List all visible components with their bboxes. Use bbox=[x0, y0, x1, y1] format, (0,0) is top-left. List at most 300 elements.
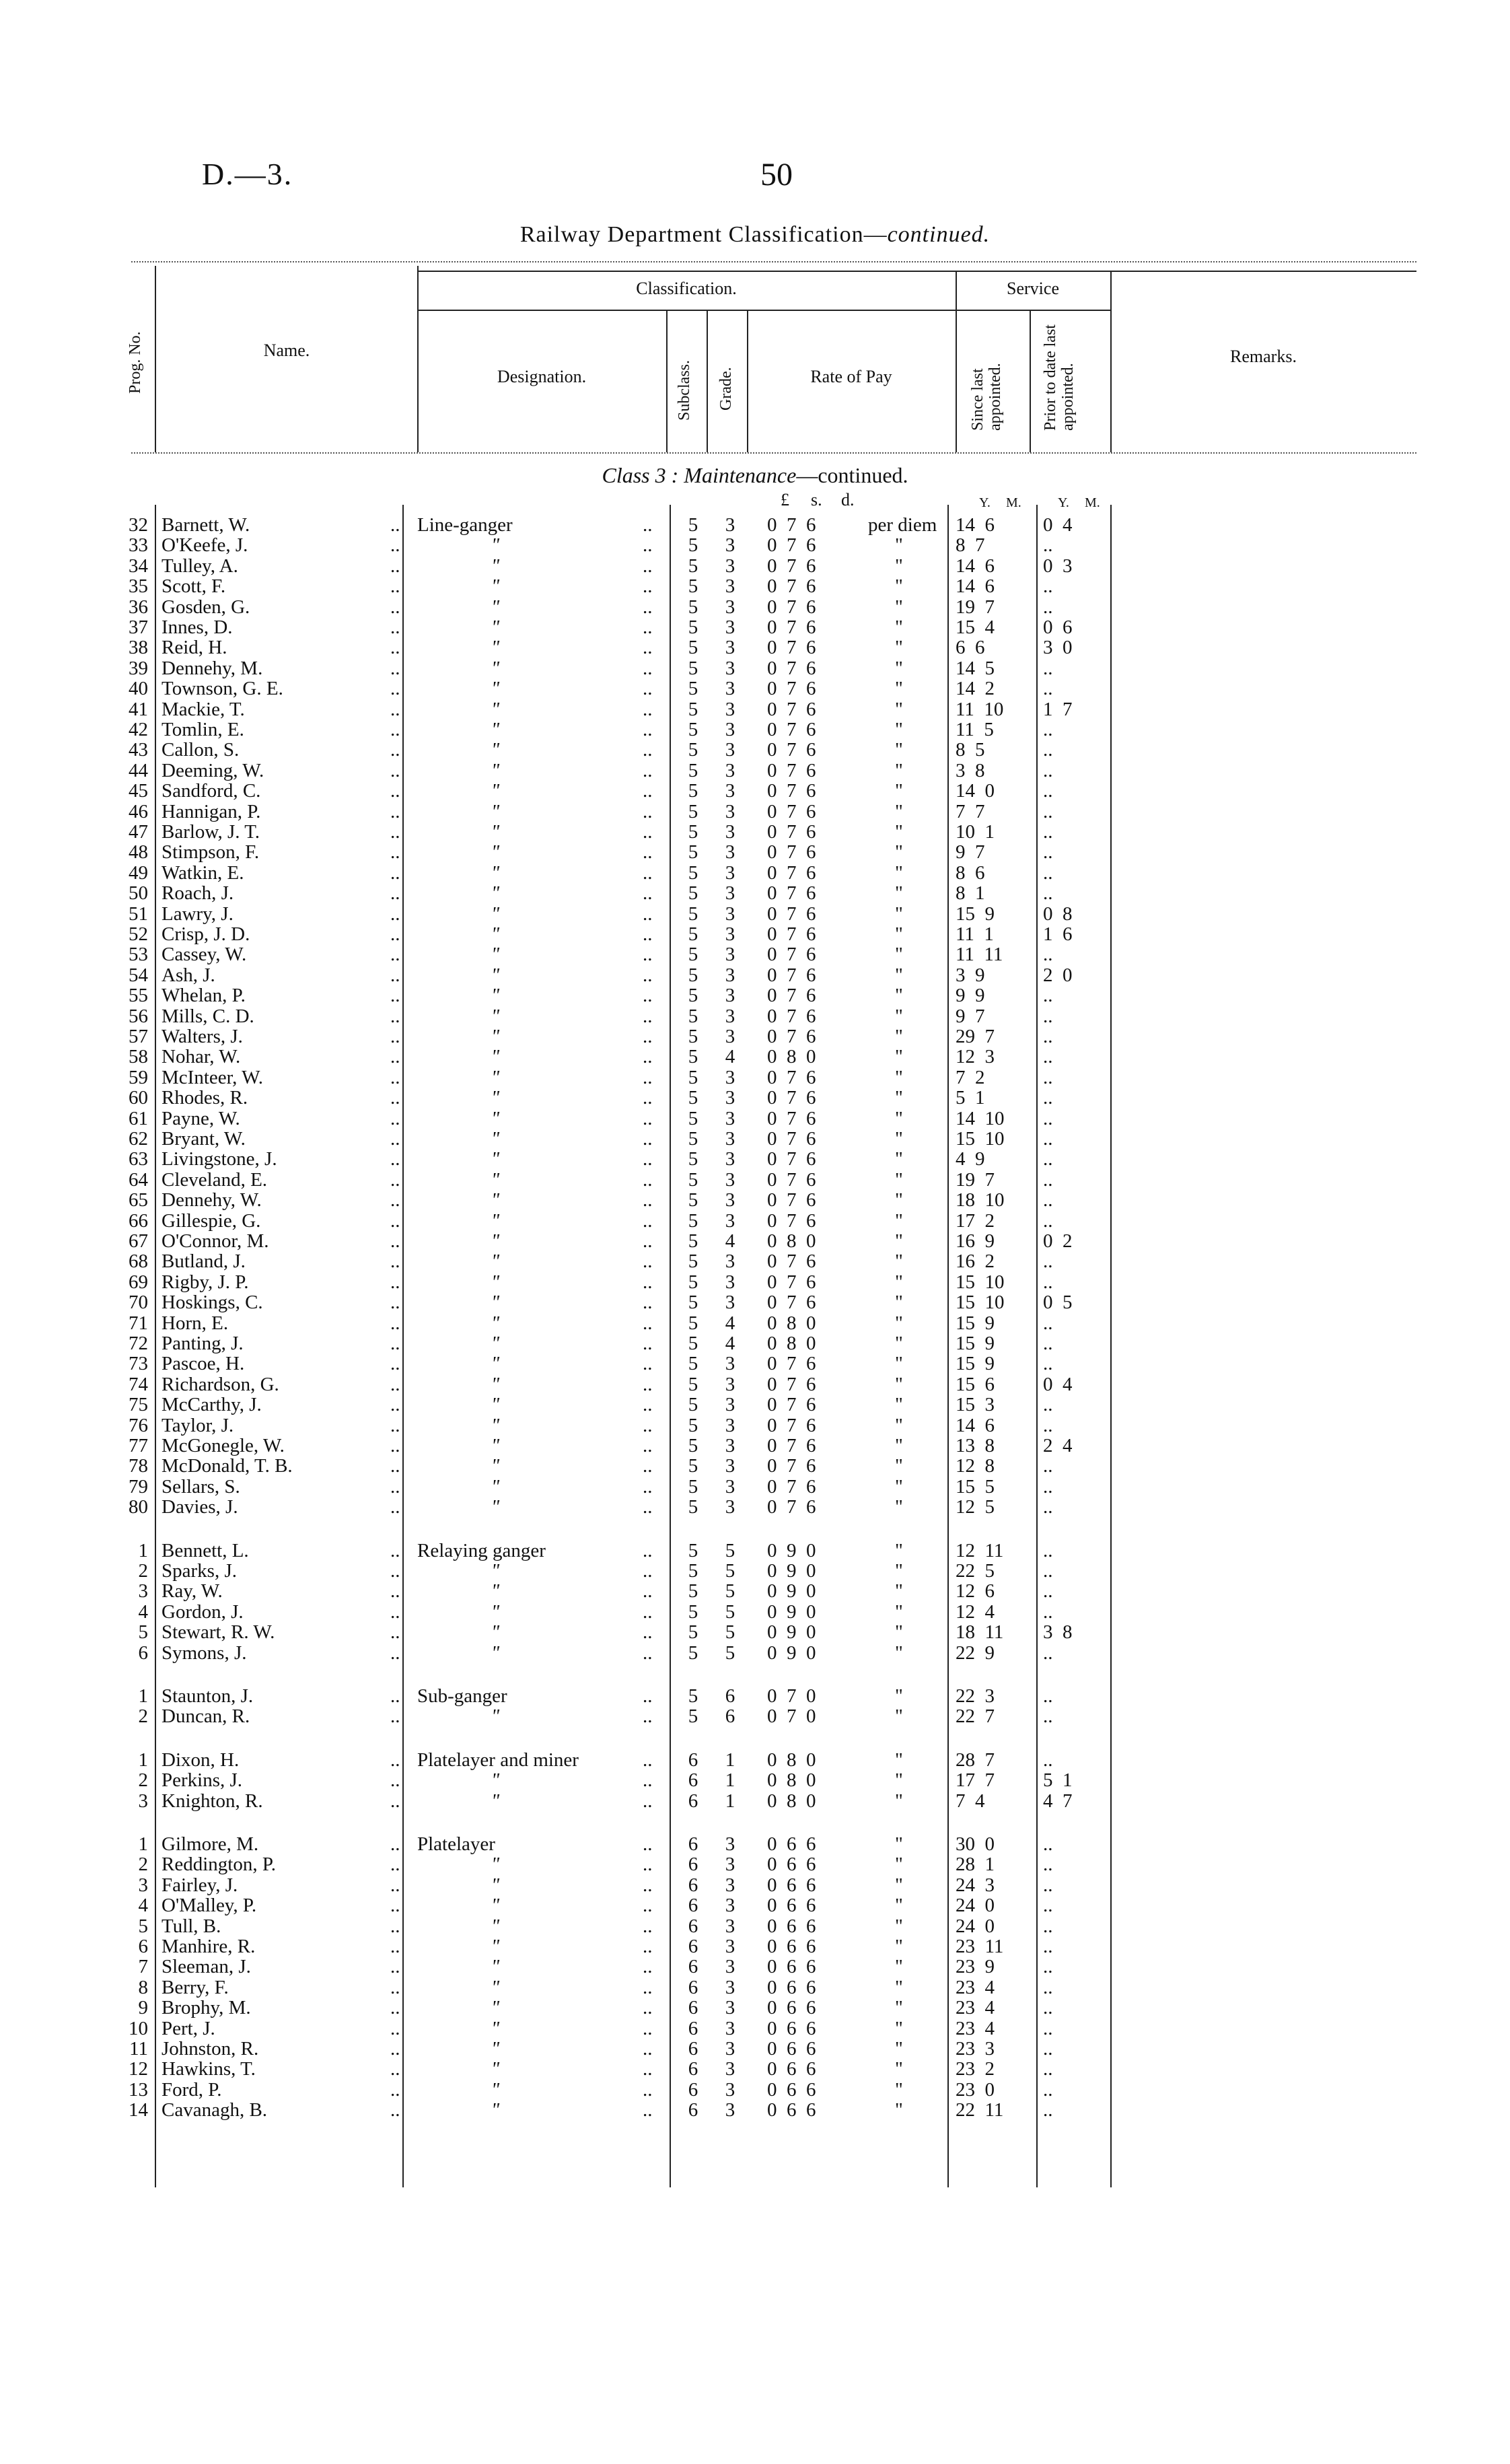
cell-service-prior: .. bbox=[1043, 2038, 1053, 2060]
cell-service-since: 23 9 bbox=[956, 1956, 995, 1977]
leader-dots: .. bbox=[643, 1833, 653, 1855]
cell-rate-period: " bbox=[895, 1026, 903, 1047]
cell-grade: 3 bbox=[725, 658, 735, 679]
cell-name: Callon, S. bbox=[161, 739, 240, 761]
cell-designation: " bbox=[491, 1067, 500, 1088]
cell-name: Whelan, P. bbox=[161, 985, 246, 1006]
cell-rate-of-pay: 0 7 6 bbox=[767, 1169, 816, 1191]
cell-service-prior: .. bbox=[1043, 1705, 1053, 1727]
cell-prog-no: 64 bbox=[129, 1169, 148, 1191]
cell-designation: Platelayer and miner bbox=[417, 1749, 579, 1771]
cell-rate-period: " bbox=[895, 1874, 903, 1896]
cell-service-since: 14 2 bbox=[956, 678, 995, 699]
cell-designation: " bbox=[491, 760, 500, 781]
cell-name: Walters, J. bbox=[161, 1026, 243, 1047]
cell-rate-period: " bbox=[895, 596, 903, 618]
cell-name: Mills, C. D. bbox=[161, 1006, 254, 1027]
leader-dots: .. bbox=[390, 1148, 400, 1170]
cell-rate-of-pay: 0 7 6 bbox=[767, 1006, 816, 1027]
cell-designation: " bbox=[491, 1210, 500, 1232]
cell-subclass: 6 bbox=[688, 1833, 698, 1855]
table-row bbox=[0, 1170, 1510, 1190]
table-row bbox=[0, 1395, 1510, 1415]
cell-service-prior: .. bbox=[1043, 1006, 1053, 1027]
cell-subclass: 6 bbox=[688, 1895, 698, 1916]
cell-service-prior: .. bbox=[1043, 534, 1053, 556]
cell-subclass: 5 bbox=[688, 1476, 698, 1498]
cell-subclass: 5 bbox=[688, 1271, 698, 1293]
table-row bbox=[0, 842, 1510, 862]
cell-service-prior: .. bbox=[1043, 1915, 1053, 1937]
cell-service-since: 8 6 bbox=[956, 862, 985, 884]
cell-service-since: 15 3 bbox=[956, 1394, 995, 1415]
cell-service-since: 3 9 bbox=[956, 964, 985, 986]
cell-grade: 3 bbox=[725, 1956, 735, 1977]
cell-prog-no: 71 bbox=[129, 1312, 148, 1334]
cell-name: McCarthy, J. bbox=[161, 1394, 262, 1415]
leader-dots: .. bbox=[643, 1333, 653, 1354]
title-text: Railway Department Classification— bbox=[519, 222, 888, 247]
cell-prog-no: 43 bbox=[129, 739, 148, 761]
cell-rate-period: " bbox=[895, 1271, 903, 1293]
cell-rate-of-pay: 0 7 6 bbox=[767, 923, 816, 945]
cell-rate-period: " bbox=[895, 1560, 903, 1582]
cell-subclass: 5 bbox=[688, 719, 698, 740]
cell-name: McDonald, T. B. bbox=[161, 1455, 293, 1477]
leader-dots: .. bbox=[390, 1854, 400, 1875]
cell-service-prior: .. bbox=[1043, 575, 1053, 597]
col-sep-4 bbox=[707, 311, 708, 452]
leader-dots: .. bbox=[390, 1997, 400, 2018]
cell-rate-of-pay: 0 7 6 bbox=[767, 1476, 816, 1498]
cell-prog-no: 8 bbox=[138, 1977, 148, 1998]
cell-service-prior: .. bbox=[1043, 1415, 1053, 1436]
cell-prog-no: 80 bbox=[129, 1496, 148, 1518]
cell-subclass: 5 bbox=[688, 1455, 698, 1477]
leader-dots: .. bbox=[390, 1435, 400, 1456]
cell-designation: " bbox=[491, 1997, 500, 2018]
document-reference: D.—3. bbox=[202, 157, 293, 191]
table-row bbox=[0, 1541, 1510, 1561]
cell-prog-no: 44 bbox=[129, 760, 148, 781]
cell-rate-period: " bbox=[895, 923, 903, 945]
page-title bbox=[0, 222, 1510, 248]
cell-subclass: 5 bbox=[688, 1128, 698, 1150]
cell-service-since: 23 3 bbox=[956, 2038, 995, 2060]
cell-rate-period: " bbox=[895, 1415, 903, 1436]
table-row bbox=[0, 1854, 1510, 1874]
leader-dots: .. bbox=[643, 1997, 653, 2018]
cell-name: Crisp, J. D. bbox=[161, 923, 250, 945]
leader-dots: .. bbox=[390, 658, 400, 679]
cell-name: Gillespie, G. bbox=[161, 1210, 261, 1232]
cell-prog-no: 48 bbox=[129, 841, 148, 863]
cell-rate-period: " bbox=[895, 1601, 903, 1623]
cell-rate-of-pay: 0 8 0 bbox=[767, 1749, 816, 1771]
leader-dots: .. bbox=[643, 1790, 653, 1812]
cell-designation: " bbox=[491, 575, 500, 597]
cell-name: Davies, J. bbox=[161, 1496, 238, 1518]
cell-grade: 3 bbox=[725, 882, 735, 904]
leader-dots: .. bbox=[643, 801, 653, 822]
leader-dots: .. bbox=[643, 1601, 653, 1623]
cell-name: Townson, G. E. bbox=[161, 678, 283, 699]
cell-service-since: 6 6 bbox=[956, 637, 985, 658]
cell-rate-period: " bbox=[895, 637, 903, 658]
table-row bbox=[0, 1231, 1510, 1251]
cell-grade: 3 bbox=[725, 1435, 735, 1456]
leader-dots: .. bbox=[390, 1705, 400, 1727]
cell-rate-of-pay: 0 8 0 bbox=[767, 1769, 816, 1791]
cell-name: Tulley, A. bbox=[161, 555, 238, 577]
cell-grade: 3 bbox=[725, 2079, 735, 2101]
cell-designation: " bbox=[491, 1621, 500, 1643]
cell-service-prior: .. bbox=[1043, 821, 1053, 843]
cell-rate-period: " bbox=[895, 882, 903, 904]
leader-dots: .. bbox=[390, 1251, 400, 1272]
cell-prog-no: 3 bbox=[138, 1580, 148, 1602]
cell-grade: 3 bbox=[725, 1977, 735, 1998]
cell-subclass: 5 bbox=[688, 1026, 698, 1047]
cell-rate-of-pay: 0 7 6 bbox=[767, 1455, 816, 1477]
cell-designation: " bbox=[491, 555, 500, 577]
cell-designation: " bbox=[491, 1108, 500, 1129]
cell-prog-no: 39 bbox=[129, 658, 148, 679]
cell-rate-of-pay: 0 7 6 bbox=[767, 1496, 816, 1518]
table-row bbox=[0, 1436, 1510, 1456]
cell-rate-period: " bbox=[895, 841, 903, 863]
cell-rate-of-pay: 0 6 6 bbox=[767, 1874, 816, 1896]
cell-service-since: 15 10 bbox=[956, 1292, 1005, 1313]
table-row bbox=[0, 617, 1510, 637]
cell-service-prior: .. bbox=[1043, 2099, 1053, 2121]
cell-subclass: 5 bbox=[688, 780, 698, 802]
leader-dots: .. bbox=[390, 1108, 400, 1129]
leader-dots: .. bbox=[643, 1067, 653, 1088]
table-row bbox=[0, 1190, 1510, 1210]
cell-grade: 3 bbox=[725, 1415, 735, 1436]
table-row bbox=[0, 1047, 1510, 1067]
title-continued: continued. bbox=[887, 222, 991, 247]
cell-grade: 3 bbox=[725, 2018, 735, 2039]
leader-dots: .. bbox=[390, 964, 400, 986]
cell-grade: 3 bbox=[725, 1251, 735, 1272]
cell-name: Brophy, M. bbox=[161, 1997, 251, 2018]
cell-rate-period: " bbox=[895, 575, 903, 597]
cell-rate-period: " bbox=[895, 658, 903, 679]
leader-dots: .. bbox=[643, 944, 653, 965]
cell-subclass: 6 bbox=[688, 1915, 698, 1937]
leader-dots: .. bbox=[390, 1271, 400, 1293]
leader-dots: .. bbox=[643, 1046, 653, 1067]
cell-service-prior: .. bbox=[1043, 985, 1053, 1006]
leader-dots: .. bbox=[643, 903, 653, 925]
cell-prog-no: 36 bbox=[129, 596, 148, 618]
cell-prog-no: 2 bbox=[138, 1769, 148, 1791]
cell-service-since: 8 7 bbox=[956, 534, 985, 556]
cell-service-prior: 1 6 bbox=[1043, 923, 1073, 945]
cell-subclass: 5 bbox=[688, 1333, 698, 1354]
cell-subclass: 5 bbox=[688, 678, 698, 699]
cell-subclass: 5 bbox=[688, 1642, 698, 1664]
leader-dots: .. bbox=[390, 1374, 400, 1395]
cell-rate-of-pay: 0 6 6 bbox=[767, 1915, 816, 1937]
table-row bbox=[0, 1936, 1510, 1957]
cell-rate-period: " bbox=[895, 1006, 903, 1027]
leader-dots: .. bbox=[643, 1435, 653, 1456]
cell-designation: " bbox=[491, 1271, 500, 1293]
leader-dots: .. bbox=[390, 801, 400, 822]
cell-name: Staunton, J. bbox=[161, 1685, 254, 1707]
cell-designation: " bbox=[491, 1353, 500, 1374]
unit-years-since: Y. bbox=[979, 495, 991, 510]
leader-dots: .. bbox=[643, 699, 653, 720]
cell-service-since: 14 6 bbox=[956, 555, 995, 577]
cell-rate-of-pay: 0 7 6 bbox=[767, 699, 816, 720]
cell-name: Innes, D. bbox=[161, 617, 233, 638]
unit-months-prior: M. bbox=[1085, 495, 1100, 510]
cell-prog-no: 59 bbox=[129, 1067, 148, 1088]
leader-dots: .. bbox=[643, 841, 653, 863]
leader-dots: .. bbox=[390, 1790, 400, 1812]
cell-name: O'Malley, P. bbox=[161, 1895, 257, 1916]
table-row bbox=[0, 924, 1510, 944]
cell-prog-no: 46 bbox=[129, 801, 148, 822]
cell-rate-of-pay: 0 7 6 bbox=[767, 1108, 816, 1129]
cell-service-prior: .. bbox=[1043, 1353, 1053, 1374]
cell-service-since: 14 0 bbox=[956, 780, 995, 802]
cell-rate-of-pay: 0 7 6 bbox=[767, 821, 816, 843]
cell-designation: " bbox=[491, 903, 500, 925]
cell-rate-of-pay: 0 7 6 bbox=[767, 944, 816, 965]
table-row bbox=[0, 1706, 1510, 1726]
cell-designation: " bbox=[491, 1936, 500, 1957]
cell-prog-no: 1 bbox=[138, 1685, 148, 1707]
leader-dots: .. bbox=[643, 780, 653, 802]
leader-dots: .. bbox=[643, 923, 653, 945]
cell-name: Watkin, E. bbox=[161, 862, 244, 884]
cell-name: Roach, J. bbox=[161, 882, 234, 904]
cell-subclass: 5 bbox=[688, 1292, 698, 1313]
cell-prog-no: 33 bbox=[129, 534, 148, 556]
cell-rate-period: " bbox=[895, 2079, 903, 2101]
leader-dots: .. bbox=[643, 821, 653, 843]
cell-designation: " bbox=[491, 841, 500, 863]
cell-rate-of-pay: 0 7 6 bbox=[767, 1210, 816, 1232]
cell-subclass: 5 bbox=[688, 1230, 698, 1252]
cell-service-since: 15 5 bbox=[956, 1476, 995, 1498]
cell-prog-no: 60 bbox=[129, 1087, 148, 1108]
cell-grade: 3 bbox=[725, 821, 735, 843]
unit-shilling: s. bbox=[811, 490, 822, 509]
cell-name: Panting, J. bbox=[161, 1333, 244, 1354]
leader-dots: .. bbox=[390, 1895, 400, 1916]
cell-rate-period: " bbox=[895, 617, 903, 638]
leader-dots: .. bbox=[390, 1496, 400, 1518]
cell-service-since: 22 5 bbox=[956, 1560, 995, 1582]
cell-rate-period: " bbox=[895, 1496, 903, 1518]
table-row bbox=[0, 1149, 1510, 1169]
cell-name: O'Connor, M. bbox=[161, 1230, 269, 1252]
cell-name: McInteer, W. bbox=[161, 1067, 264, 1088]
cell-subclass: 5 bbox=[688, 1415, 698, 1436]
cell-service-prior: .. bbox=[1043, 1874, 1053, 1896]
leader-dots: .. bbox=[390, 739, 400, 761]
leader-dots: .. bbox=[390, 617, 400, 638]
cell-rate-of-pay: 0 9 0 bbox=[767, 1621, 816, 1643]
cell-service-since: 11 5 bbox=[956, 719, 994, 740]
table-row bbox=[0, 1791, 1510, 1811]
cell-grade: 3 bbox=[725, 2038, 735, 2060]
cell-service-prior: 5 1 bbox=[1043, 1769, 1073, 1791]
table-row bbox=[0, 1108, 1510, 1129]
leader-dots: .. bbox=[643, 1540, 653, 1561]
leader-dots: .. bbox=[643, 1394, 653, 1415]
cell-subclass: 6 bbox=[688, 1874, 698, 1896]
cell-designation: " bbox=[491, 1915, 500, 1937]
leader-dots: .. bbox=[390, 1169, 400, 1191]
cell-subclass: 5 bbox=[688, 1374, 698, 1395]
leader-dots: .. bbox=[390, 699, 400, 720]
cell-rate-of-pay: 0 7 6 bbox=[767, 1128, 816, 1150]
cell-rate-of-pay: 0 7 6 bbox=[767, 801, 816, 822]
table-row bbox=[0, 761, 1510, 781]
cell-rate-of-pay: 0 6 6 bbox=[767, 2058, 816, 2080]
cell-name: Scott, F. bbox=[161, 575, 226, 597]
cell-grade: 3 bbox=[725, 1874, 735, 1896]
cell-designation: " bbox=[491, 1769, 500, 1791]
leader-dots: .. bbox=[643, 514, 653, 536]
cell-rate-of-pay: 0 7 6 bbox=[767, 780, 816, 802]
cell-designation: " bbox=[491, 1642, 500, 1664]
cell-subclass: 5 bbox=[688, 841, 698, 863]
cell-subclass: 5 bbox=[688, 699, 698, 720]
cell-designation: " bbox=[491, 534, 500, 556]
cell-rate-period: " bbox=[895, 1540, 903, 1561]
cell-grade: 5 bbox=[725, 1642, 735, 1664]
leader-dots: .. bbox=[390, 862, 400, 884]
leader-dots: .. bbox=[643, 1895, 653, 1916]
cell-prog-no: 4 bbox=[138, 1601, 148, 1623]
cell-rate-of-pay: 0 7 6 bbox=[767, 1374, 816, 1395]
leader-dots: .. bbox=[390, 944, 400, 965]
cell-service-prior: .. bbox=[1043, 1067, 1053, 1088]
cell-service-since: 24 3 bbox=[956, 1874, 995, 1896]
cell-designation: " bbox=[491, 2079, 500, 2101]
leader-dots: .. bbox=[390, 1956, 400, 1977]
cell-designation: " bbox=[491, 1790, 500, 1812]
cell-rate-of-pay: 0 7 6 bbox=[767, 1292, 816, 1313]
cell-prog-no: 78 bbox=[129, 1455, 148, 1477]
cell-prog-no: 2 bbox=[138, 1854, 148, 1875]
cell-service-since: 7 7 bbox=[956, 801, 985, 822]
cell-service-since: 11 1 bbox=[956, 923, 994, 945]
cell-name: Duncan, R. bbox=[161, 1705, 250, 1727]
cell-service-since: 8 5 bbox=[956, 739, 985, 761]
cell-grade: 3 bbox=[725, 801, 735, 822]
table-row bbox=[0, 2018, 1510, 2039]
cell-rate-of-pay: 0 6 6 bbox=[767, 1833, 816, 1855]
leader-dots: .. bbox=[390, 1540, 400, 1561]
leader-dots: .. bbox=[643, 1353, 653, 1374]
leader-dots: .. bbox=[643, 575, 653, 597]
cell-designation: " bbox=[491, 1705, 500, 1727]
cell-service-prior: .. bbox=[1043, 1394, 1053, 1415]
cell-rate-period: " bbox=[895, 1128, 903, 1150]
cell-rate-period: " bbox=[895, 821, 903, 843]
cell-rate-period: per diem bbox=[868, 514, 937, 536]
cell-prog-no: 77 bbox=[129, 1435, 148, 1456]
cell-prog-no: 3 bbox=[138, 1790, 148, 1812]
cell-service-prior: .. bbox=[1043, 1333, 1053, 1354]
cell-prog-no: 54 bbox=[129, 964, 148, 986]
cell-rate-of-pay: 0 7 6 bbox=[767, 555, 816, 577]
table-row bbox=[0, 1272, 1510, 1292]
leader-dots: .. bbox=[643, 1026, 653, 1047]
table-row bbox=[0, 965, 1510, 985]
table-row bbox=[0, 1415, 1510, 1436]
cell-rate-of-pay: 0 8 0 bbox=[767, 1230, 816, 1252]
cell-prog-no: 72 bbox=[129, 1333, 148, 1354]
leader-dots: .. bbox=[643, 534, 653, 556]
cell-grade: 3 bbox=[725, 1292, 735, 1313]
leader-dots: .. bbox=[390, 1292, 400, 1313]
leader-dots: .. bbox=[643, 1580, 653, 1602]
cell-prog-no: 14 bbox=[129, 2099, 148, 2121]
cell-rate-of-pay: 0 8 0 bbox=[767, 1312, 816, 1334]
table-row bbox=[0, 1750, 1510, 1770]
cell-service-prior: .. bbox=[1043, 1455, 1053, 1477]
cell-grade: 3 bbox=[725, 1271, 735, 1293]
leader-dots: .. bbox=[390, 2099, 400, 2121]
cell-rate-period: " bbox=[895, 1685, 903, 1707]
cell-designation: Relaying ganger bbox=[417, 1540, 546, 1561]
cell-service-prior: .. bbox=[1043, 841, 1053, 863]
cell-rate-of-pay: 0 8 0 bbox=[767, 1046, 816, 1067]
cell-rate-period: " bbox=[895, 699, 903, 720]
cell-service-since: 8 1 bbox=[956, 882, 985, 904]
leader-dots: .. bbox=[390, 1128, 400, 1150]
header-top-rule bbox=[417, 271, 1416, 272]
cell-designation: " bbox=[491, 1977, 500, 1998]
leader-dots: .. bbox=[390, 1915, 400, 1937]
cell-name: Taylor, J. bbox=[161, 1415, 234, 1436]
cell-service-prior: .. bbox=[1043, 1642, 1053, 1664]
cell-prog-no: 74 bbox=[129, 1374, 148, 1395]
cell-prog-no: 47 bbox=[129, 821, 148, 843]
cell-rate-of-pay: 0 7 6 bbox=[767, 1435, 816, 1456]
cell-service-prior: .. bbox=[1043, 1271, 1053, 1293]
cell-name: Stimpson, F. bbox=[161, 841, 260, 863]
cell-prog-no: 3 bbox=[138, 1874, 148, 1896]
cell-grade: 3 bbox=[725, 1087, 735, 1108]
leader-dots: .. bbox=[390, 719, 400, 740]
table-row bbox=[0, 1333, 1510, 1353]
cell-prog-no: 45 bbox=[129, 780, 148, 802]
cell-subclass: 5 bbox=[688, 821, 698, 843]
leader-dots: .. bbox=[643, 862, 653, 884]
cell-grade: 3 bbox=[725, 596, 735, 618]
leader-dots: .. bbox=[643, 678, 653, 699]
cell-prog-no: 2 bbox=[138, 1705, 148, 1727]
cell-rate-period: " bbox=[895, 1189, 903, 1211]
cell-grade: 3 bbox=[725, 1148, 735, 1170]
cell-rate-period: " bbox=[895, 862, 903, 884]
cell-subclass: 6 bbox=[688, 1956, 698, 1977]
cell-rate-period: " bbox=[895, 1148, 903, 1170]
cell-grade: 3 bbox=[725, 1394, 735, 1415]
cell-rate-period: " bbox=[895, 1251, 903, 1272]
